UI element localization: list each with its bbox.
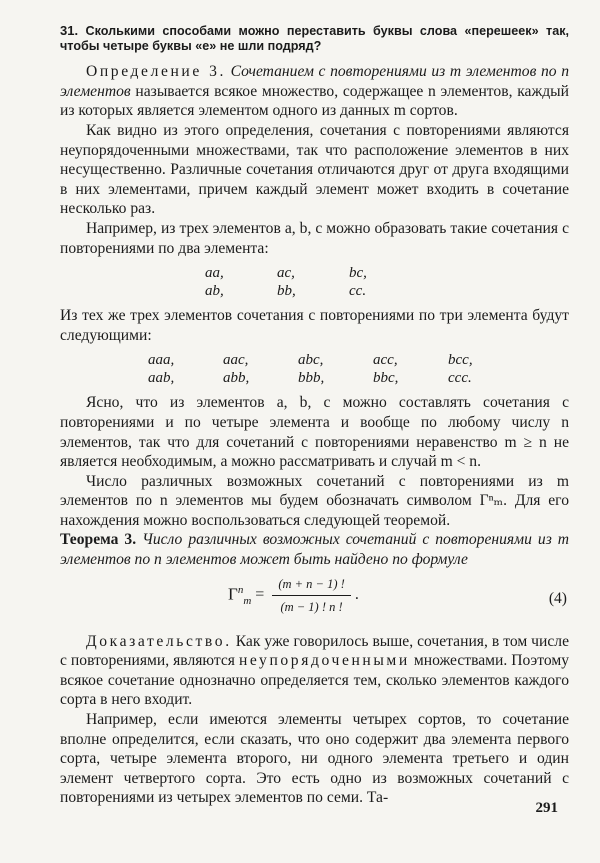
combinations-by-three [148, 351, 569, 387]
paragraph-5: Число различных возможных сочетаний с повторениями из m элементов по n элементов мы будем обозначать символом Γⁿₘ. Для его нахождения можно воспользоваться следующей теоремой. [60, 472, 569, 529]
combination-item: acc, [373, 352, 398, 369]
combination-item: bc, [349, 265, 367, 282]
equation-number: (4) [548, 589, 567, 607]
combination-item: cc. [349, 283, 367, 300]
definition-label: Определение 3. [86, 63, 226, 81]
definition-3 [60, 62, 569, 121]
combination-item: bb, [277, 283, 296, 300]
definition-body: называется всякое множество, содержащее n элементов, каждый из которых является элементом одного из данных m сортов. [60, 82, 569, 120]
combination-item: ab, [205, 283, 224, 300]
combination-item: aa, [205, 265, 224, 282]
combination-item: abc, [298, 352, 324, 369]
paragraph-3: Из тех же трех элементов сочетания с повторениями по три элемента будут следующими: [60, 307, 569, 344]
formula-expression [228, 576, 359, 615]
paragraph-6: Например, если имеются элементы четырех сортов, то сочетание вполне определится, если сказать, что оно содержит два элемента первого сорта, четыре элемента второго, ни одного элемента третьего и один элемент четвертого сорта. Это есть одно из возможных сочетаний с повторениями из четырех элементов по семи. Та- [60, 711, 569, 807]
proof-text-start: Как уже говорилось выше, сочетания, в том числе с повторениями, являются [60, 632, 569, 670]
definition-term: Сочетанием с повторениями из m элементов по n элементов [60, 63, 569, 100]
proof-text-end: множествами. Поэтому всякое сочетание однозначно определяется тем, сколько элементов каждого сорта в него входит. [60, 652, 570, 709]
theorem-text: Число различных возможных сочетаний с повторениями из m элементов по n элементов может быть найдено по формуле [60, 531, 570, 569]
denominator: (m − 1) ! n ! [280, 599, 343, 614]
problem-31 [60, 24, 569, 53]
combination-item: bbb, [298, 370, 325, 387]
proof [60, 632, 569, 710]
gamma-symbol: $\Gamma^n_m$ [228, 583, 252, 607]
combinations-by-two [205, 264, 569, 300]
equals-sign: = [255, 586, 265, 604]
combination-item: ccc. [448, 370, 472, 387]
problem-number: 31. [60, 23, 79, 38]
combination-item: aac, [223, 352, 249, 369]
formula-4 [60, 572, 569, 628]
fraction-bar [272, 595, 351, 596]
combination-item: bbc, [373, 370, 399, 387]
combination-item: aab, [148, 370, 175, 387]
formula-period: . [354, 586, 359, 604]
theorem-label: Теорема 3. [60, 531, 137, 549]
combination-item: abb, [223, 370, 250, 387]
proof-label: Доказательство. [86, 632, 232, 650]
paragraph-1: Как видно из этого определения, сочетания с повторениями являются неупорядоченными множествами, так что расположение элементов в них несущественно. Различные сочетания отличаются друг от друга входящими в них элементами, причем каждый элемент может входить в сочетание несколько раз. [60, 121, 569, 218]
theorem-3 [60, 530, 569, 569]
page-number: 291 [535, 800, 558, 816]
paragraph-2: Например, из трех элементов a, b, c можно образовать такие сочетания с повторениями по два элемента: [60, 219, 569, 257]
problem-text: Сколькими способами можно переставить буквы слова «перешеек» так, чтобы четыре буквы «е» не шли подряд? [60, 24, 569, 53]
proof-emphasis: неупорядоченными [238, 652, 410, 670]
paragraph-4: Ясно, что из элементов a, b, c можно составлять сочетания с повторениями и по четыре элемента и вообще по любому числу n элементов, так что для сочетаний с повторениями неравенство m ≥ n не является необходимым, а можно рассматривать и случай m < n. [60, 394, 569, 471]
fraction [272, 576, 351, 615]
combination-item: aaa, [148, 352, 175, 369]
combination-item: bcc, [448, 352, 473, 369]
numerator: (m + n − 1) ! [278, 576, 345, 591]
combination-item: ac, [277, 265, 295, 282]
